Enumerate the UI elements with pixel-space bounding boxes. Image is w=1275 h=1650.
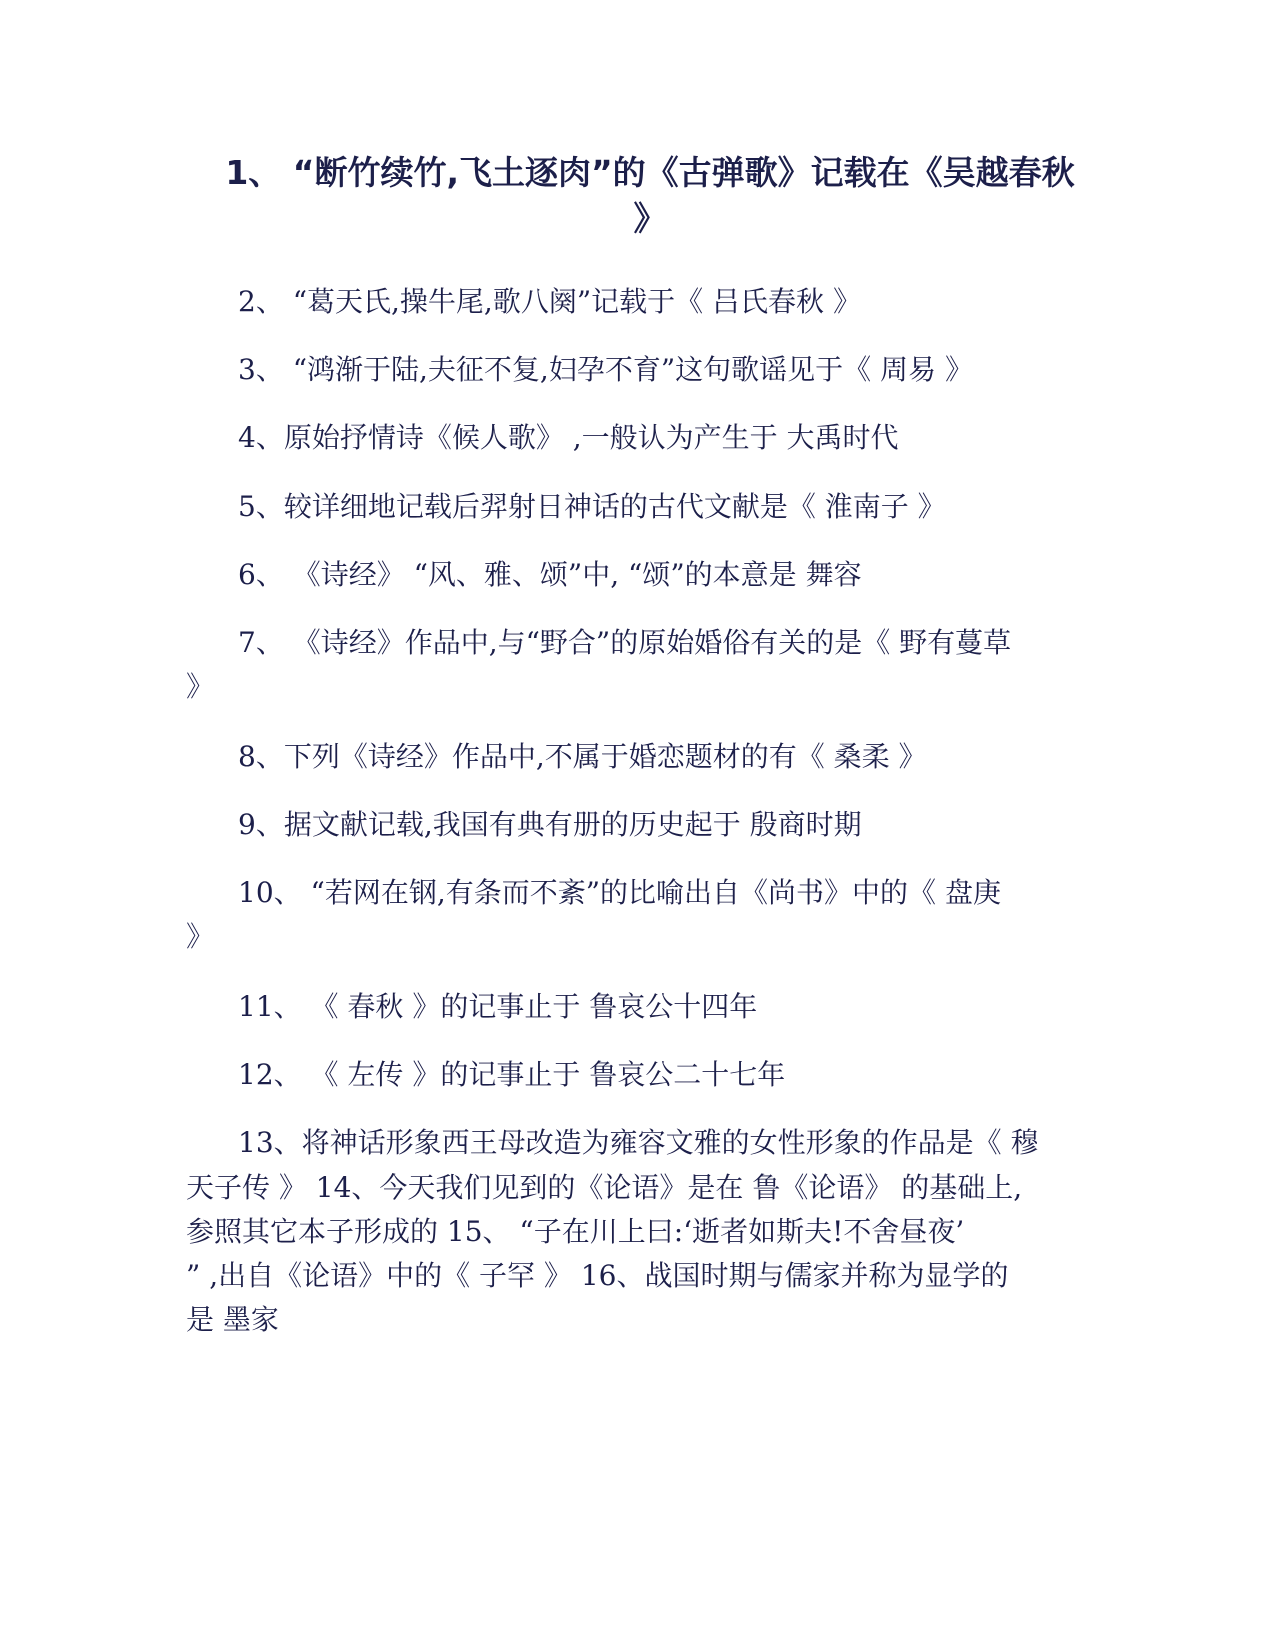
paragraph-line: 参照其它本子形成的 15、 “子在川上曰:‘逝者如斯夫!不舍昼夜’ [186, 1215, 965, 1248]
question-4: 4、原始抒情诗《候人歌》 ,一般认为产生于 大禹时代 [238, 421, 899, 454]
question-6: 6、 《诗经》 “风、雅、颂”中, “颂”的本意是 舞容 [238, 558, 862, 591]
paragraph-line: 是 墨家 [186, 1303, 279, 1336]
question-3: 3、 “鸿渐于陆,夫征不复,妇孕不育”这句歌谣见于《 周易 》 [238, 353, 973, 386]
question-9: 9、据文献记载,我国有典有册的历史起于 殷商时期 [238, 808, 862, 841]
question-7-continuation: 》 [186, 670, 215, 703]
question-7: 7、 《诗经》作品中,与“野合”的原始婚俗有关的是《 野有蔓草 [238, 626, 1012, 659]
question-8: 8、下列《诗经》作品中,不属于婚恋题材的有《 桑柔 》 [238, 740, 927, 773]
question-5: 5、较详细地记载后羿射日神话的古代文献是《 淮南子 》 [238, 490, 946, 523]
paragraph-line: 天子传 》 14、今天我们见到的《论语》是在 鲁《论语》 的基础上, [186, 1171, 1023, 1204]
question-2: 2、 “葛天氏,操牛尾,歌八阕”记载于《 吕氏春秋 》 [238, 285, 861, 318]
question-13: 13、将神话形象西王母改造为雍容文雅的女性形象的作品是《 穆 [238, 1126, 1039, 1159]
question-10-continuation: 》 [186, 920, 215, 953]
question-12: 12、 《 左传 》的记事止于 鲁哀公二十七年 [238, 1058, 786, 1091]
question-10: 10、 “若网在钢,有条而不紊”的比喻出自《尚书》中的《 盘庚 [238, 876, 1001, 909]
paragraph-line: ” ,出自《论语》中的《 子罕 》 16、战国时期与儒家并称为显学的 [186, 1259, 1009, 1292]
question-11: 11、 《 春秋 》的记事止于 鲁哀公十四年 [238, 990, 758, 1023]
document-title: 1、 “断竹续竹,飞土逐肉”的《古弹歌》记载在《吴越春秋 》 [225, 153, 1075, 238]
